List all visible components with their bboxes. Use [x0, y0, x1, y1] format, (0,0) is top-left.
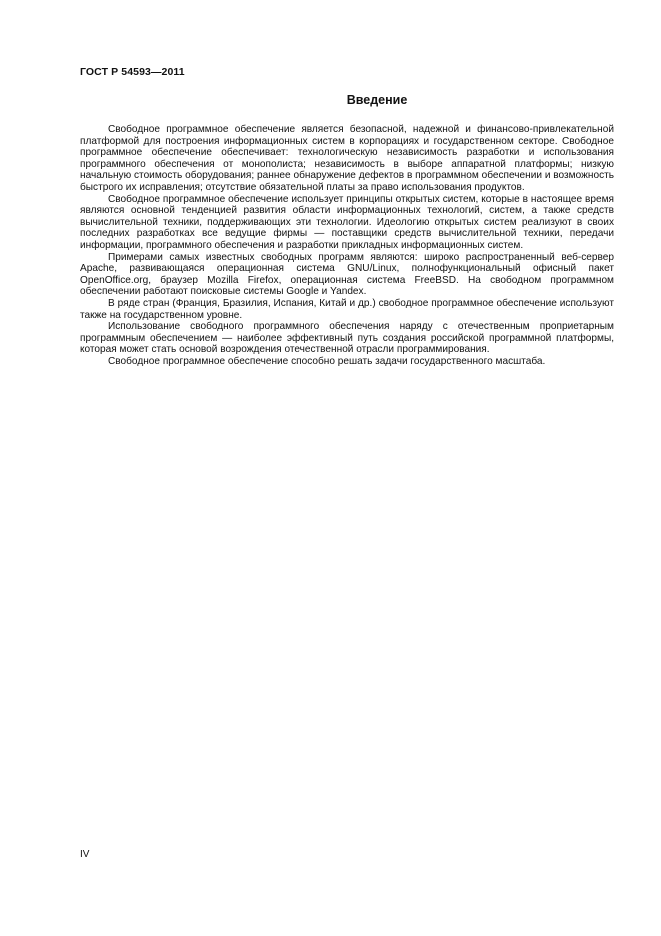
- paragraph: Использование свободного программного обеспечения наряду с отечественным проприетарным программным обеспечением — наиболее эффективный путь создания российской программной платформы, которая может стать основой возрождения отечественной отрасли программирования.: [80, 321, 614, 356]
- paragraph: В ряде стран (Франция, Бразилия, Испания, Китай и др.) свободное программное обеспечение используют также на государственном уровне.: [80, 297, 614, 321]
- paragraph: Примерами самых известных свободных программ являются: широко распространенный веб-сервер Apache, развивающаяся операционная система GNU/Linux, полнофункциональный офисный пакет OpenOffice.org, браузер Mozilla Firefox, операционная система FreeBSD. На свободном программном обеспечении работают поисковые системы Google и Yandex.: [80, 251, 614, 298]
- paragraph: Свободное программное обеспечение способно решать задачи государственного масштаба.: [108, 355, 546, 367]
- paragraph: Свободное программное обеспечение является безопасной, надежной и финансово-привлекательной платформой для построения информационных систем в корпорациях и государственном секторе. Свободное программное обеспечение обеспечивает: технологическую независимость разработки и использования программного обеспечения от монополиста; независимость в выборе аппаратной платформы; низкую начальную стоимость оборудования; раннее обнаружение дефектов в программном обеспечении и возможность быстрого их исправления; отсутствие обязательной платы за право использования продуктов.: [80, 124, 614, 193]
- document-body: [80, 124, 614, 367]
- paragraph: Свободное программное обеспечение использует принципы открытых систем, которые в настоящее время являются основной тенденцией развития области информационных технологий, систем, а также средств вычислительной техники, поддерживающих эти технологии. Идеологию открытых систем реализуют в своих последних разработках все ведущие фирмы — поставщики средств вычислительной техники, передачи информации, программного обеспечения и разработки прикладных информационных систем.: [80, 193, 614, 251]
- page-number: IV: [80, 849, 90, 860]
- section-title: Введение: [346, 93, 408, 107]
- standard-id-header: ГОСТ Р 54593—2011: [80, 66, 185, 78]
